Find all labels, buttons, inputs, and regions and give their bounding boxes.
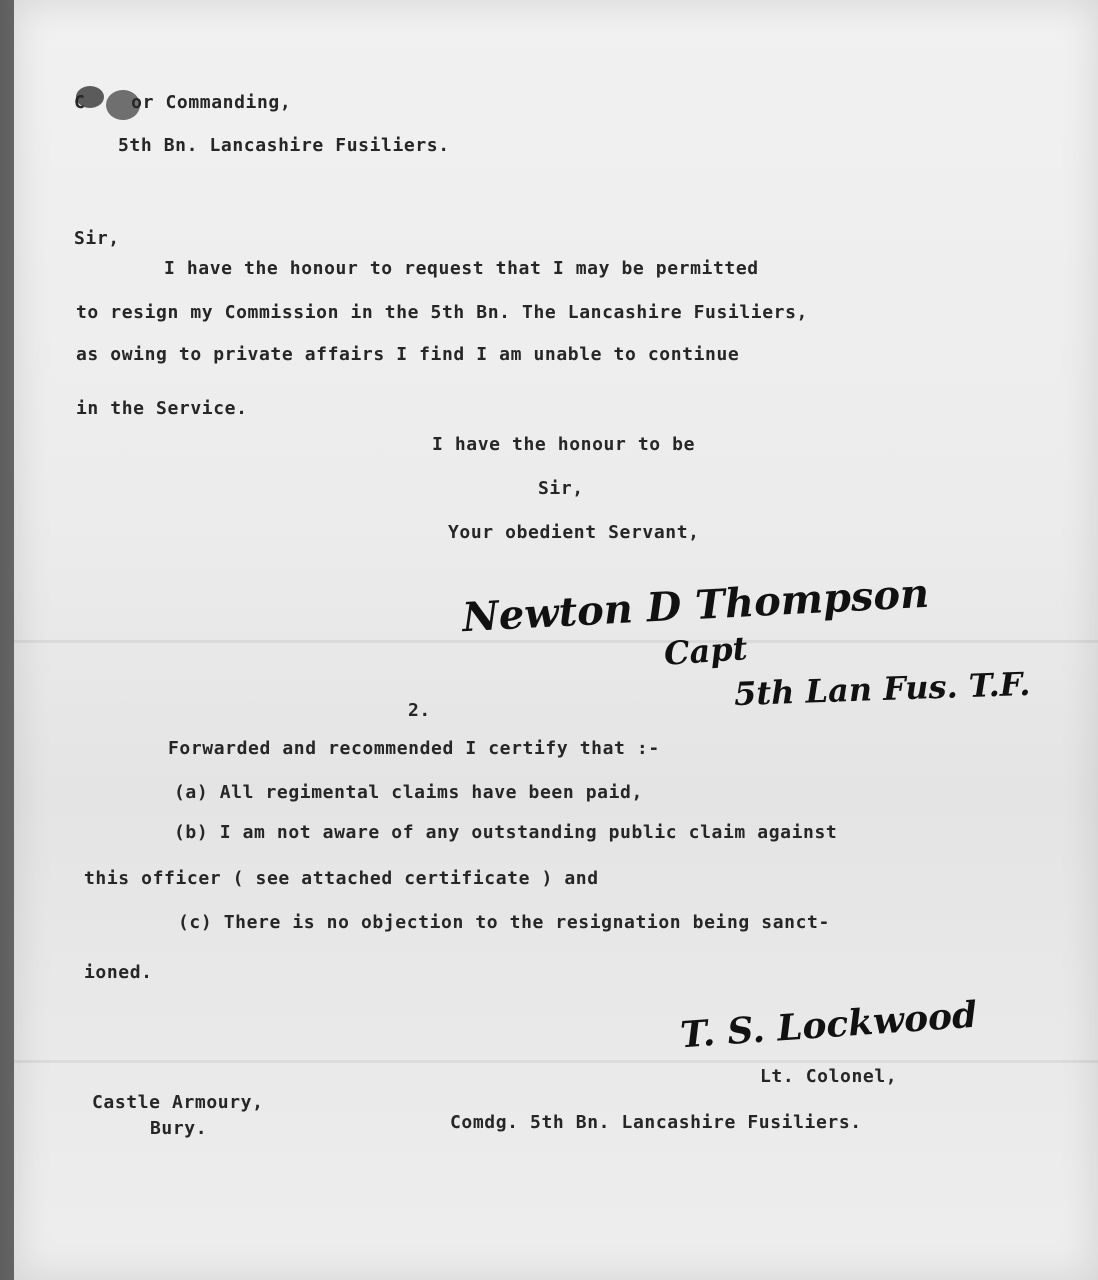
letter-paper	[14, 0, 1098, 1280]
paper-fold	[14, 640, 1098, 643]
closing-line: I have the honour to be	[432, 434, 696, 455]
salutation: Sir,	[74, 228, 120, 249]
body-line: I have the honour to request that I may be permitted	[164, 258, 759, 279]
place-line: Castle Armoury,	[92, 1092, 264, 1113]
endorsement-number: 2.	[408, 700, 431, 721]
command-line: Comdg. 5th Bn. Lancashire Fusiliers.	[450, 1112, 862, 1133]
endorsement-line: this officer ( see attached certificate ) and	[84, 868, 599, 889]
body-line: as owing to private affairs I find I am unable to continue	[76, 344, 740, 365]
closing-line: Your obedient Servant,	[448, 522, 700, 543]
endorsement-line: (a) All regimental claims have been paid,	[174, 782, 643, 803]
closing-line: Sir,	[538, 478, 584, 499]
rank-line: Lt. Colonel,	[760, 1066, 898, 1087]
body-line: to resign my Commission in the 5th Bn. The Lancashire Fusiliers,	[76, 302, 808, 323]
endorsement-line: Forwarded and recommended I certify that :-	[168, 738, 660, 759]
signature-name: Newton D Thompson	[461, 569, 931, 642]
colonel-signature: T. S. Lockwood	[678, 993, 979, 1057]
address-line-1: C or Commanding,	[74, 92, 292, 113]
signature-unit: 5th Lan Fus. T.F.	[733, 664, 1031, 714]
endorsement-line: (c) There is no objection to the resignation being sanct-	[178, 912, 830, 933]
paper-fold	[14, 1060, 1098, 1063]
body-line: in the Service.	[76, 398, 248, 419]
signature-rank: Capt	[662, 629, 749, 673]
place-line: Bury.	[150, 1118, 208, 1139]
endorsement-line: (b) I am not aware of any outstanding public claim against	[174, 822, 838, 843]
endorsement-line: ioned.	[84, 962, 153, 983]
address-line-2: 5th Bn. Lancashire Fusiliers.	[118, 135, 450, 156]
